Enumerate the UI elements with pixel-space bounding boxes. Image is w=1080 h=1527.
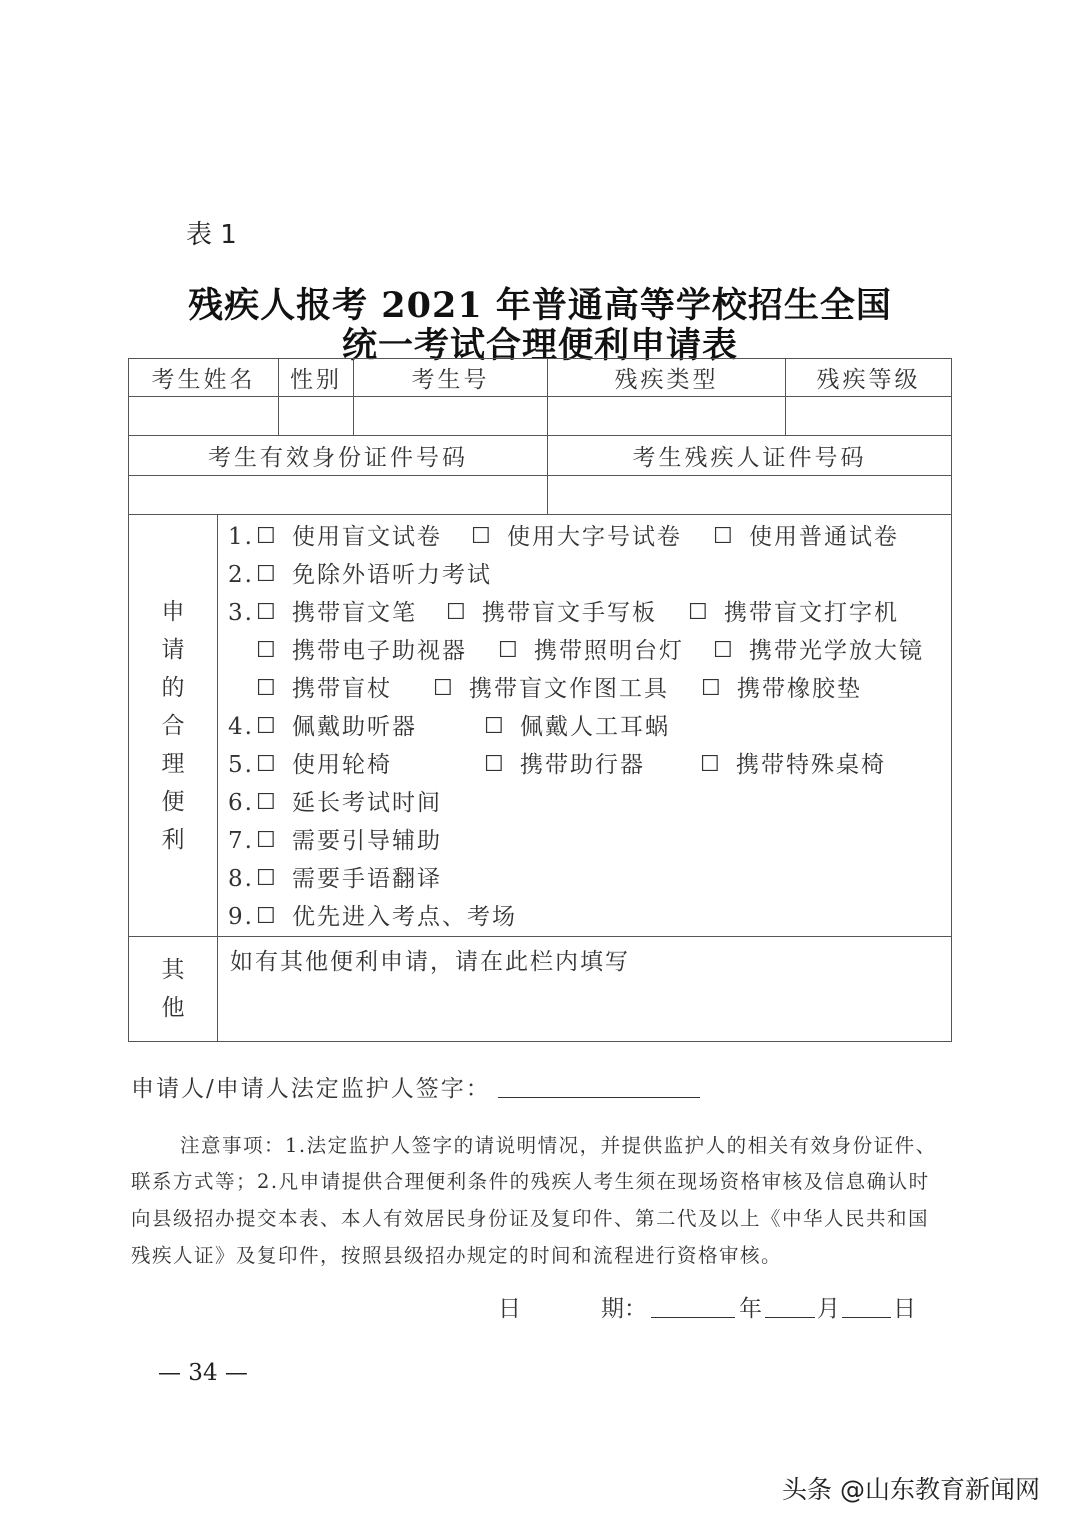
date-label-ri: 日 [498, 1296, 521, 1322]
signature-label: 申请人/申请人法定监护人签字： [131, 1076, 491, 1102]
option-text: 免除外语听力考试 [292, 562, 492, 588]
header-disability-level: 残疾等级 [786, 359, 952, 397]
notes-line: 残疾人证》及复印件，按照县级招办规定的时间和流程进行资格审核。 [131, 1244, 783, 1267]
option-number: 3. [228, 600, 254, 626]
option-text: 携带电子助视器 [292, 638, 467, 664]
option-text: 携带盲文作图工具 [469, 676, 669, 702]
option-text: 携带盲文打字机 [724, 600, 899, 626]
option-text: 携带光学放大镜 [749, 638, 924, 664]
checkbox-1b[interactable]: ☐ [471, 524, 493, 549]
checkbox-3f[interactable]: ☐ [713, 638, 735, 663]
page-number: — 34 — [158, 1360, 248, 1386]
checkbox-9a[interactable]: ☐ [256, 904, 278, 929]
checkbox-4a[interactable]: ☐ [256, 714, 278, 739]
option-line-3 [218, 594, 951, 632]
apply-label-char: 理 [161, 750, 185, 777]
checkbox-2a[interactable]: ☐ [256, 562, 278, 587]
other-label-char: 其 [161, 957, 185, 983]
option-text: 延长考试时间 [292, 790, 442, 816]
option-number: 1. [228, 524, 254, 550]
header-row [129, 359, 952, 397]
notes-line: 向县级招办提交本表、本人有效居民身份证及复印件、第二代及以上《中华人民共和国 [131, 1207, 930, 1230]
option-number: 7. [228, 828, 254, 854]
id-header-row [129, 436, 952, 476]
other-hint-text: 如有其他便利申请，请在此栏内填写 [230, 949, 630, 975]
option-line-6 [218, 784, 951, 822]
checkbox-3e[interactable]: ☐ [498, 638, 520, 663]
header-gender: 性别 [279, 359, 354, 397]
other-label-char: 他 [161, 995, 185, 1021]
option-line-3-cont-1 [218, 632, 951, 670]
other-label [129, 937, 218, 1042]
disability-cert-number-field[interactable] [548, 476, 952, 515]
apply-label-char: 合 [161, 712, 185, 739]
option-line-1 [218, 518, 951, 556]
option-text: 使用盲文试卷 [292, 524, 442, 550]
watermark: 头条 @山东教育新闻网 [782, 1475, 1040, 1504]
year-field[interactable] [651, 1317, 735, 1318]
other-requests-field[interactable] [218, 937, 952, 1042]
apply-label-char: 申 [161, 598, 185, 625]
option-line-8 [218, 860, 951, 898]
checkbox-6a[interactable]: ☐ [256, 790, 278, 815]
checkbox-1a[interactable]: ☐ [256, 524, 278, 549]
option-number: 2. [228, 562, 254, 588]
id-number-field[interactable] [129, 476, 548, 515]
signature-field[interactable] [498, 1097, 700, 1098]
form-title-line-1: 残疾人报考 2021 年普通高等学校招生全国 [188, 285, 892, 326]
table-label: 表 1 [186, 220, 237, 250]
checkbox-3g[interactable]: ☐ [256, 676, 278, 701]
option-line-2 [218, 556, 951, 594]
application-form-table [128, 358, 952, 1042]
day-label: 日 [893, 1296, 916, 1322]
option-text: 使用轮椅 [292, 752, 392, 778]
header-name: 考生姓名 [129, 359, 279, 397]
header-disability-cert-number: 考生残疾人证件号码 [548, 436, 952, 476]
option-line-7 [218, 822, 951, 860]
disability-level-field[interactable] [786, 397, 952, 436]
option-text: 佩戴助听器 [292, 714, 417, 740]
option-text: 携带橡胶垫 [737, 676, 862, 702]
option-text: 需要引导辅助 [292, 828, 442, 854]
checkbox-5b[interactable]: ☐ [484, 752, 506, 777]
option-number: 8. [228, 866, 254, 892]
checkbox-3i[interactable]: ☐ [701, 676, 723, 701]
option-line-5 [218, 746, 951, 784]
apply-row [129, 515, 952, 937]
date-label-qi: 期： [601, 1296, 647, 1322]
option-text: 使用普通试卷 [749, 524, 899, 550]
option-number: 6. [228, 790, 254, 816]
checkbox-7a[interactable]: ☐ [256, 828, 278, 853]
entry-row [129, 397, 952, 436]
option-number: 4. [228, 714, 254, 740]
apply-label-char: 请 [161, 636, 185, 663]
option-text: 携带助行器 [520, 752, 645, 778]
apply-label-char: 便 [161, 788, 185, 815]
apply-label-char: 利 [161, 826, 185, 853]
option-text: 优先进入考点、考场 [292, 904, 517, 930]
name-field[interactable] [129, 397, 279, 436]
header-exam-number: 考生号 [354, 359, 548, 397]
disability-type-field[interactable] [548, 397, 786, 436]
option-text: 携带特殊桌椅 [736, 752, 886, 778]
gender-field[interactable] [279, 397, 354, 436]
checkbox-3a[interactable]: ☐ [256, 600, 278, 625]
option-text: 携带盲杖 [292, 676, 392, 702]
day-field[interactable] [842, 1317, 891, 1318]
exam-number-field[interactable] [354, 397, 548, 436]
header-disability-type: 残疾类型 [548, 359, 786, 397]
other-row [129, 937, 952, 1042]
checkbox-3h[interactable]: ☐ [433, 676, 455, 701]
option-text: 佩戴人工耳蜗 [520, 714, 670, 740]
header-id-number: 考生有效身份证件号码 [129, 436, 548, 476]
option-text: 携带盲文手写板 [482, 600, 657, 626]
options-cell [218, 515, 952, 937]
checkbox-4b[interactable]: ☐ [484, 714, 506, 739]
notes-line: 注意事项：1.法定监护人签字的请说明情况，并提供监护人的相关有效身份证件、 [180, 1134, 937, 1157]
form-title-line-2: 统一考试合理便利申请表 [341, 325, 738, 366]
notes-line: 联系方式等；2.凡申请提供合理便利条件的残疾人考生须在现场资格审核及信息确认时 [131, 1170, 930, 1193]
option-line-4 [218, 708, 951, 746]
option-text: 需要手语翻译 [292, 866, 442, 892]
checkbox-5c[interactable]: ☐ [700, 752, 722, 777]
year-label: 年 [739, 1296, 762, 1322]
option-line-9 [218, 898, 951, 936]
checkbox-3b[interactable]: ☐ [446, 600, 468, 625]
checkbox-1c[interactable]: ☐ [713, 524, 735, 549]
id-entry-row [129, 476, 952, 515]
month-field[interactable] [765, 1317, 815, 1318]
option-number: 9. [228, 904, 254, 930]
option-text: 携带照明台灯 [534, 638, 684, 664]
option-text: 使用大字号试卷 [507, 524, 682, 550]
checkbox-8a[interactable]: ☐ [256, 866, 278, 891]
checkbox-5a[interactable]: ☐ [256, 752, 278, 777]
month-label: 月 [817, 1296, 840, 1322]
checkbox-3d[interactable]: ☐ [256, 638, 278, 663]
apply-label [129, 515, 218, 937]
checkbox-3c[interactable]: ☐ [688, 600, 710, 625]
option-text: 携带盲文笔 [292, 600, 417, 626]
option-number: 5. [228, 752, 254, 778]
apply-label-char: 的 [161, 674, 185, 701]
option-line-3-cont-2 [218, 670, 951, 708]
